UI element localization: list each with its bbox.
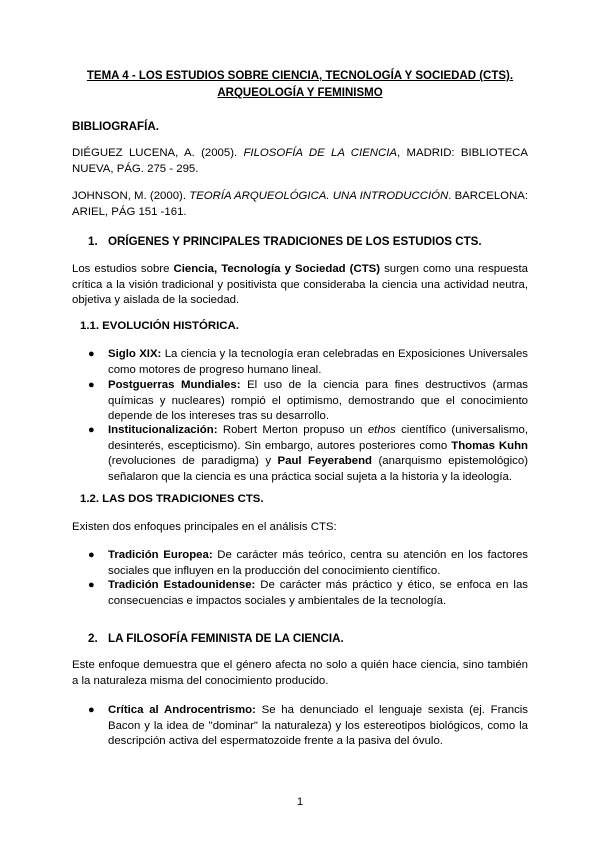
bullet-icon: ● [88, 348, 95, 360]
section-1-heading: 1. ORÍGENES Y PRINCIPALES TRADICIONES DE LOS ESTUDIOS CTS. [88, 235, 482, 248]
work-title: TEORÍA ARQUEOLÓGICA. UNA INTRODUCCIÓN [189, 190, 449, 202]
bullet-tradicion-estadounidense: Tradición Estadounidense: De carácter más práctico y ético, se enfoca en las consecuencias e impactos sociales y ambientales de la tecnología. [108, 579, 528, 607]
section-2-intro: Este enfoque demuestra que el género afecta no solo a quién hace ciencia, sino también a la naturaleza misma del conocimiento producido. [72, 659, 528, 687]
bullet-siglo-xix: Siglo XIX: La ciencia y la tecnología eran celebradas en Exposiciones Universales como motores de progreso humano lineal. [108, 348, 528, 376]
bullet-androcentrismo: Crítica al Androcentrismo: Se ha denunciado el lenguaje sexista (ej. Francis Bacon y la idea de "dominar" la naturaleza) y los estereotipos biológicos, como la descripción activa del espermatozoide frente a la pasiva del óvulo. [108, 704, 528, 747]
bullet-institucionalizacion: Institucionalización: Robert Merton propuso un ethos científico (universalismo, desinterés, escepticismo). Sin embargo, autores posteriores como Thomas Kuhn (revoluciones de paradigma) y Paul Feyerabend (anarquismo epistemológico) señalaron que la ciencia es una práctica social sujeta a la historia y la ideología. [108, 424, 529, 483]
section-2-heading: 2. LA FILOSOFÍA FEMINISTA DE LA CIENCIA. [88, 632, 344, 645]
subsection-1-2-heading: 1.2. LAS DOS TRADICIONES CTS. [80, 493, 264, 505]
work-title: FILOSOFÍA DE LA CIENCIA [243, 147, 398, 159]
bullet-icon: ● [88, 379, 95, 391]
bullet-icon: ● [88, 579, 95, 591]
title-line-1: TEMA 4 - LOS ESTUDIOS SOBRE CIENCIA, TECNOLOGÍA Y SOCIEDAD (CTS). [86, 70, 514, 82]
bullet-tradicion-europea: Tradición Europea: De carácter más teórico, centra su atención en los factores sociales que influyen en la producción del conocimiento científico. [108, 549, 528, 577]
subsection-1-1-heading: 1.1. EVOLUCIÓN HISTÓRICA. [80, 320, 239, 332]
bibliography-entry-2: JOHNSON, M. (2000). TEORÍA ARQUEOLÓGICA. UNA INTRODUCCIÓN. BARCELONA: ARIEL, PÁG 151 -161. [72, 190, 529, 218]
document-title [60, 68, 540, 102]
bibliography-entry-1: DIÉGUEZ LUCENA, A. (2005). FILOSOFÍA DE LA CIENCIA, MADRID: BIBLIOTECA NUEVA, PÁG. 275 - 295. [72, 147, 528, 175]
bullet-icon: ● [88, 424, 95, 436]
title-line-2: ARQUEOLOGÍA Y FEMINISMO [217, 87, 383, 99]
page-number: 1 [296, 796, 304, 808]
bullet-postguerras: Postguerras Mundiales: El uso de la ciencia para fines destructivos (armas químicas y nucleares) rompió el optimismo, demostrando que el conocimiento depende de los intereses tras su desarrollo. [108, 379, 529, 422]
subsection-1-2-intro: Existen dos enfoques principales en el análisis CTS: [72, 521, 337, 533]
bullet-icon: ● [88, 704, 95, 716]
section-1-intro: Los estudios sobre Ciencia, Tecnología y Sociedad (CTS) surgen como una respuesta crítica a la visión tradicional y positivista que consideraba la ciencia una actividad neutra, objetiva y aislada de la sociedad. [72, 263, 529, 306]
bullet-icon: ● [88, 549, 95, 561]
bibliography-heading: BIBLIOGRAFÍA. [72, 120, 159, 133]
